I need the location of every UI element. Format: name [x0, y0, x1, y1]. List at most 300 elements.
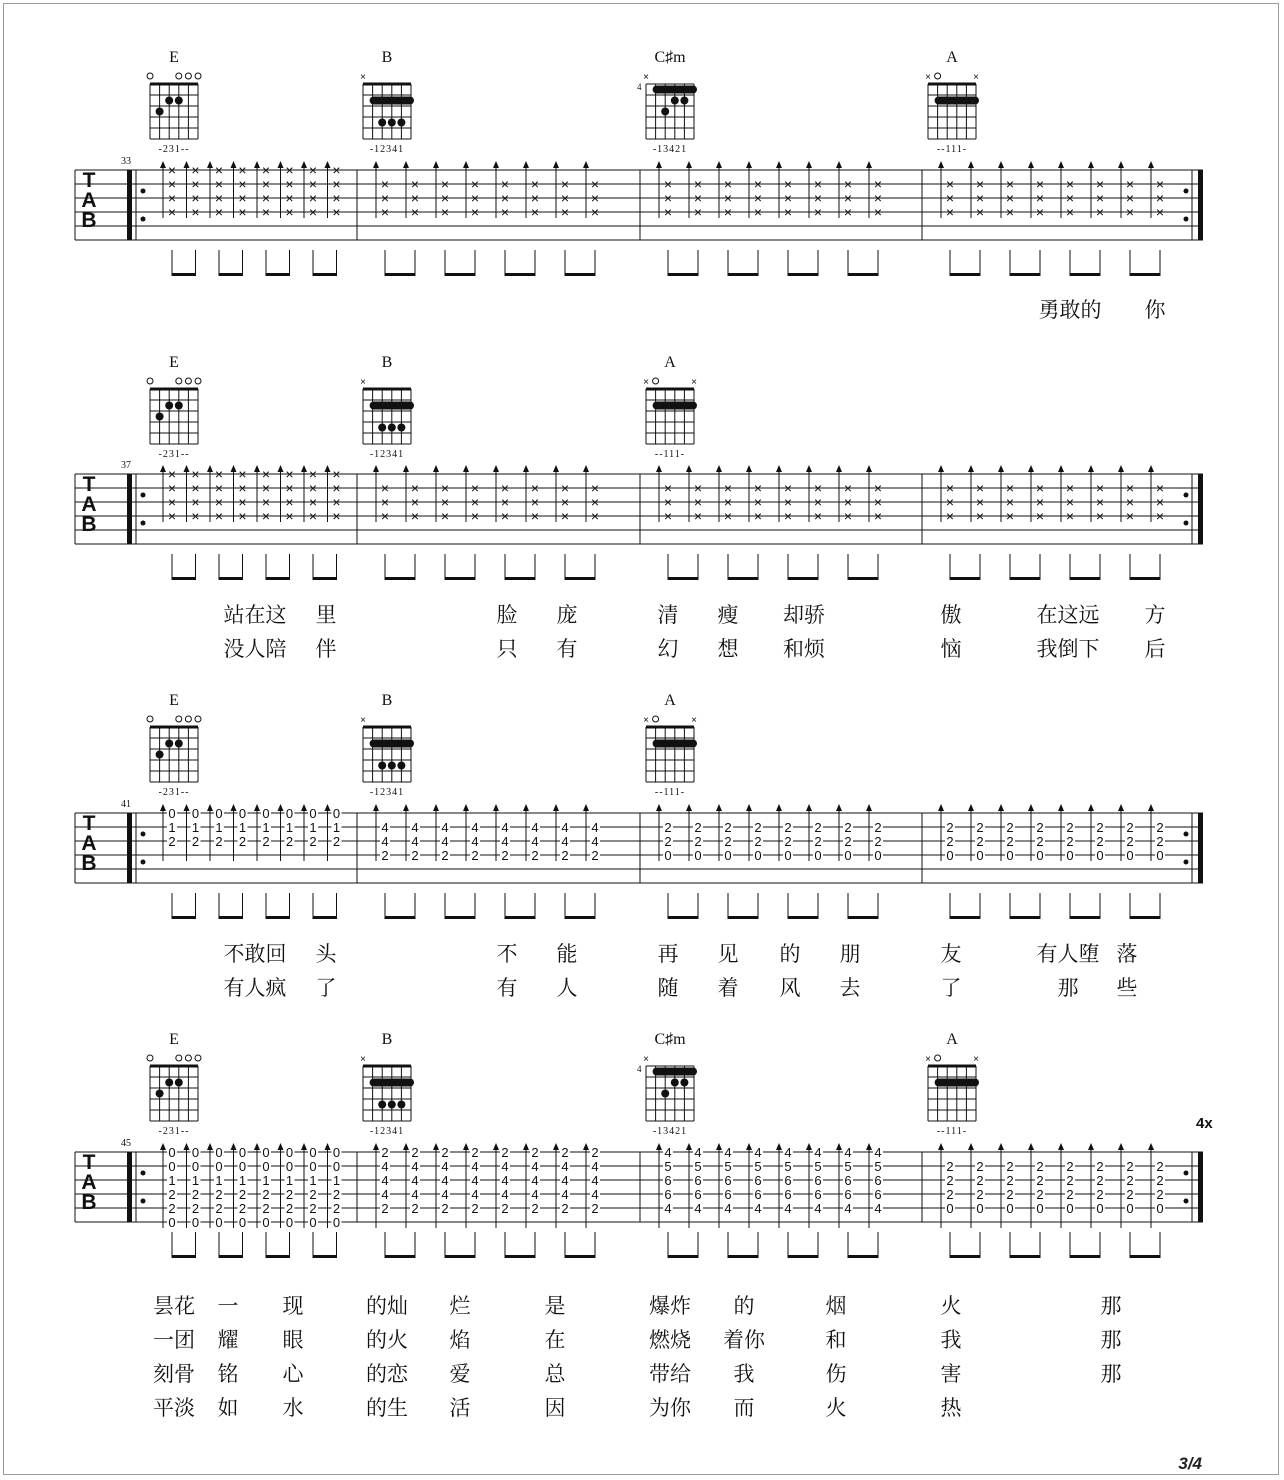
svg-text:2: 2: [694, 820, 702, 835]
svg-text:×: ×: [191, 190, 200, 206]
svg-text:×: ×: [191, 176, 200, 192]
svg-text:2: 2: [531, 848, 539, 863]
svg-text:×: ×: [691, 377, 697, 388]
svg-text:×: ×: [332, 176, 341, 192]
svg-text:×: ×: [813, 480, 823, 496]
svg-text:×: ×: [873, 190, 883, 206]
svg-text:2: 2: [1126, 1187, 1134, 1202]
svg-text:×: ×: [530, 190, 540, 206]
chord-name: A: [946, 1031, 958, 1048]
chord-fingering: -12341: [369, 787, 405, 798]
svg-text:×: ×: [440, 494, 450, 510]
svg-text:×: ×: [663, 204, 673, 220]
svg-text:2: 2: [946, 1173, 954, 1188]
svg-text:T: T: [82, 1151, 96, 1174]
svg-text:×: ×: [530, 176, 540, 192]
svg-text:×: ×: [380, 494, 390, 510]
svg-text:4: 4: [441, 834, 449, 849]
lyric: 站在这: [223, 604, 287, 627]
chord-diagram-1-2: [643, 354, 697, 460]
lyric: 了: [315, 977, 337, 1000]
svg-text:2: 2: [1006, 834, 1014, 849]
svg-text:2: 2: [441, 1145, 449, 1160]
lyric: 幻: [657, 638, 679, 661]
svg-text:4: 4: [471, 1187, 479, 1202]
svg-text:2: 2: [724, 820, 732, 835]
svg-text:T: T: [82, 812, 96, 835]
svg-text:0: 0: [309, 1159, 317, 1174]
lyric: 火: [825, 1397, 847, 1420]
chord-diagram-0-3: [925, 49, 979, 155]
svg-text:2: 2: [1006, 1159, 1014, 1174]
svg-text:2: 2: [441, 1201, 449, 1216]
lyric: 害: [940, 1363, 962, 1386]
lyric: 友: [940, 943, 962, 966]
svg-text:×: ×: [1035, 494, 1045, 510]
svg-text:×: ×: [693, 176, 703, 192]
svg-text:2: 2: [976, 820, 984, 835]
svg-text:2: 2: [191, 834, 200, 849]
svg-text:×: ×: [380, 508, 390, 524]
svg-text:1: 1: [215, 820, 223, 835]
chord-name: A: [664, 692, 676, 709]
svg-text:×: ×: [261, 494, 271, 510]
svg-text:2: 2: [844, 820, 852, 835]
svg-text:×: ×: [663, 480, 673, 496]
lyric: 有人堕: [1036, 943, 1100, 966]
svg-text:×: ×: [753, 494, 763, 510]
svg-text:2: 2: [784, 820, 792, 835]
svg-text:×: ×: [643, 715, 649, 726]
svg-text:×: ×: [214, 204, 224, 220]
tab-staff-0: [75, 156, 1203, 276]
svg-text:4: 4: [637, 82, 642, 92]
svg-text:×: ×: [332, 508, 341, 524]
svg-text:4: 4: [381, 1173, 389, 1188]
svg-text:1: 1: [332, 820, 341, 835]
svg-text:×: ×: [560, 480, 570, 496]
svg-text:4: 4: [411, 834, 419, 849]
svg-text:×: ×: [560, 494, 570, 510]
svg-text:0: 0: [215, 1215, 223, 1230]
svg-text:×: ×: [285, 190, 294, 206]
svg-text:4: 4: [381, 834, 389, 849]
svg-text:×: ×: [1005, 508, 1015, 524]
svg-text:×: ×: [1005, 204, 1015, 220]
svg-text:4: 4: [381, 1159, 389, 1174]
svg-text:4: 4: [694, 1145, 702, 1160]
svg-text:×: ×: [1095, 176, 1105, 192]
svg-text:×: ×: [410, 508, 420, 524]
lyric: 热: [940, 1397, 962, 1420]
lyric: 脸: [496, 604, 518, 627]
svg-text:2: 2: [1066, 1159, 1074, 1174]
svg-text:0: 0: [1066, 848, 1074, 863]
chord-name: B: [381, 692, 393, 709]
svg-text:1: 1: [262, 1173, 270, 1188]
chord-name: B: [381, 1031, 393, 1048]
chord-diagram-1-0: [147, 354, 201, 460]
svg-text:2: 2: [501, 1145, 509, 1160]
svg-text:×: ×: [285, 162, 294, 178]
lyric: 落: [1116, 943, 1138, 966]
svg-text:×: ×: [500, 494, 510, 510]
lyric: 些: [1116, 977, 1138, 1000]
svg-text:1: 1: [309, 820, 317, 835]
svg-text:×: ×: [753, 480, 763, 496]
svg-text:6: 6: [874, 1173, 882, 1188]
svg-text:×: ×: [285, 176, 294, 192]
svg-text:×: ×: [238, 494, 247, 510]
svg-text:0: 0: [844, 848, 852, 863]
svg-text:4: 4: [411, 1187, 419, 1202]
svg-text:4: 4: [441, 1187, 449, 1202]
svg-text:4: 4: [381, 1187, 389, 1202]
svg-text:×: ×: [663, 508, 673, 524]
chord-name: E: [169, 1031, 179, 1048]
svg-text:×: ×: [643, 1054, 649, 1065]
svg-text:×: ×: [590, 190, 600, 206]
svg-text:2: 2: [309, 1201, 317, 1216]
svg-text:5: 5: [724, 1159, 732, 1174]
svg-text:2: 2: [1126, 820, 1134, 835]
svg-text:×: ×: [723, 494, 733, 510]
lyric: 一团: [153, 1329, 195, 1352]
svg-text:2: 2: [1096, 834, 1104, 849]
svg-text:2: 2: [262, 1187, 270, 1202]
svg-text:×: ×: [238, 466, 247, 482]
svg-text:2: 2: [191, 1201, 200, 1216]
svg-text:×: ×: [1065, 176, 1075, 192]
svg-text:×: ×: [191, 508, 200, 524]
svg-text:×: ×: [1155, 508, 1165, 524]
svg-text:4: 4: [561, 1187, 569, 1202]
svg-text:×: ×: [285, 508, 294, 524]
svg-text:×: ×: [261, 204, 271, 220]
svg-text:4: 4: [591, 1173, 599, 1188]
svg-text:×: ×: [214, 494, 224, 510]
svg-text:0: 0: [191, 806, 200, 821]
chord-diagram-1-1: [360, 354, 414, 460]
lyric: 水: [282, 1397, 304, 1420]
svg-text:×: ×: [783, 176, 793, 192]
svg-text:×: ×: [214, 480, 224, 496]
svg-text:0: 0: [238, 1215, 247, 1230]
svg-text:4: 4: [531, 820, 539, 835]
svg-text:×: ×: [560, 204, 570, 220]
svg-text:2: 2: [191, 1187, 200, 1202]
svg-text:1: 1: [238, 1173, 247, 1188]
svg-text:×: ×: [843, 494, 853, 510]
svg-text:2: 2: [309, 1187, 317, 1202]
svg-text:2: 2: [1066, 1173, 1074, 1188]
svg-text:0: 0: [215, 1159, 223, 1174]
svg-text:2: 2: [561, 848, 569, 863]
svg-text:×: ×: [191, 162, 200, 178]
lyric: 却骄: [783, 604, 825, 627]
svg-text:6: 6: [694, 1187, 702, 1202]
svg-text:2: 2: [874, 834, 882, 849]
chord-fingering: --111-: [936, 144, 968, 155]
lyric: 见: [717, 943, 739, 966]
svg-text:2: 2: [441, 848, 449, 863]
svg-text:4: 4: [441, 1173, 449, 1188]
lyric: 那: [1100, 1363, 1122, 1386]
chord-diagram-2-2: [643, 692, 697, 798]
tab-staff-3: [75, 1115, 1213, 1258]
svg-text:×: ×: [975, 480, 985, 496]
svg-text:×: ×: [973, 1054, 979, 1065]
svg-text:×: ×: [214, 176, 224, 192]
svg-text:4: 4: [531, 834, 539, 849]
svg-text:2: 2: [1066, 1187, 1074, 1202]
chord-name: E: [169, 354, 179, 371]
lyric: 里: [315, 604, 337, 627]
svg-text:2: 2: [411, 1145, 419, 1160]
lyric: 焰: [449, 1329, 471, 1352]
svg-text:×: ×: [973, 72, 979, 83]
svg-text:T: T: [82, 169, 96, 192]
svg-text:×: ×: [975, 204, 985, 220]
svg-text:×: ×: [1035, 204, 1045, 220]
svg-text:1: 1: [285, 820, 294, 835]
svg-text:0: 0: [946, 848, 954, 863]
svg-text:×: ×: [530, 480, 540, 496]
svg-text:0: 0: [262, 806, 270, 821]
svg-text:1: 1: [262, 820, 270, 835]
svg-text:2: 2: [1096, 1173, 1104, 1188]
svg-text:×: ×: [214, 466, 224, 482]
svg-text:1: 1: [191, 820, 200, 835]
svg-text:×: ×: [783, 480, 793, 496]
svg-text:0: 0: [238, 806, 247, 821]
measure-number: 41: [121, 799, 131, 810]
svg-text:×: ×: [783, 494, 793, 510]
svg-text:×: ×: [843, 176, 853, 192]
svg-text:0: 0: [168, 1215, 176, 1230]
svg-text:A: A: [81, 1171, 97, 1194]
svg-text:×: ×: [500, 508, 510, 524]
svg-text:×: ×: [590, 176, 600, 192]
lyric: 瘦: [717, 604, 739, 627]
svg-text:×: ×: [308, 204, 318, 220]
svg-text:5: 5: [874, 1159, 882, 1174]
chord-fingering: -13421: [652, 144, 688, 155]
lyric: 而: [733, 1397, 755, 1420]
svg-text:4: 4: [784, 1145, 792, 1160]
lyric: 在: [544, 1329, 566, 1352]
lyric: 能: [556, 943, 578, 966]
svg-text:×: ×: [167, 162, 177, 178]
svg-text:×: ×: [285, 494, 294, 510]
svg-text:×: ×: [945, 480, 955, 496]
svg-text:×: ×: [285, 204, 294, 220]
chord-name: C♯m: [654, 49, 686, 66]
tab-staff-2: [75, 799, 1203, 919]
svg-text:4: 4: [561, 1173, 569, 1188]
lyric: 现: [282, 1295, 304, 1318]
svg-text:×: ×: [380, 204, 390, 220]
lyric: 烂: [449, 1295, 471, 1318]
svg-text:4: 4: [784, 1201, 792, 1216]
lyric: 傲: [940, 604, 962, 627]
svg-text:2: 2: [531, 1145, 539, 1160]
svg-text:1: 1: [168, 820, 176, 835]
lyric: 的火: [366, 1329, 408, 1352]
svg-text:2: 2: [976, 834, 984, 849]
svg-text:2: 2: [1036, 834, 1044, 849]
svg-text:×: ×: [332, 480, 341, 496]
svg-text:×: ×: [873, 176, 883, 192]
svg-text:×: ×: [332, 494, 341, 510]
svg-text:×: ×: [380, 176, 390, 192]
svg-text:5: 5: [784, 1159, 792, 1174]
svg-text:4: 4: [471, 1159, 479, 1174]
svg-text:×: ×: [285, 466, 294, 482]
svg-text:×: ×: [1125, 176, 1135, 192]
svg-text:4: 4: [441, 820, 449, 835]
svg-text:2: 2: [814, 834, 822, 849]
svg-text:4: 4: [844, 1201, 852, 1216]
svg-text:2: 2: [215, 834, 223, 849]
svg-text:4: 4: [501, 834, 509, 849]
svg-text:×: ×: [590, 508, 600, 524]
lyric: 有: [556, 638, 578, 661]
chord-name: E: [169, 692, 179, 709]
svg-text:×: ×: [410, 480, 420, 496]
svg-text:B: B: [81, 852, 97, 875]
svg-text:×: ×: [813, 508, 823, 524]
svg-text:4: 4: [411, 1159, 419, 1174]
svg-text:×: ×: [167, 480, 177, 496]
svg-text:4: 4: [561, 1159, 569, 1174]
svg-text:×: ×: [1035, 508, 1045, 524]
lyric: 风: [779, 977, 801, 1000]
svg-text:2: 2: [1096, 820, 1104, 835]
svg-text:2: 2: [238, 1201, 247, 1216]
svg-text:×: ×: [440, 508, 450, 524]
svg-text:×: ×: [410, 176, 420, 192]
svg-text:2: 2: [285, 1187, 294, 1202]
lyric: 有: [496, 977, 518, 1000]
svg-text:×: ×: [167, 176, 177, 192]
svg-text:0: 0: [285, 806, 294, 821]
svg-text:×: ×: [1125, 480, 1135, 496]
svg-text:2: 2: [754, 834, 762, 849]
svg-text:4: 4: [591, 820, 599, 835]
lyric: 的恋: [366, 1363, 408, 1386]
svg-text:2: 2: [1036, 1173, 1044, 1188]
svg-text:0: 0: [1066, 1201, 1074, 1216]
svg-text:4: 4: [561, 834, 569, 849]
svg-text:4: 4: [874, 1145, 882, 1160]
svg-text:2: 2: [1126, 1173, 1134, 1188]
lyric: 清: [657, 604, 679, 627]
svg-text:0: 0: [285, 1159, 294, 1174]
lyric: 再: [657, 943, 679, 966]
svg-text:2: 2: [814, 820, 822, 835]
svg-text:2: 2: [664, 820, 672, 835]
svg-text:0: 0: [191, 1215, 200, 1230]
svg-text:2: 2: [471, 848, 479, 863]
svg-text:×: ×: [560, 176, 570, 192]
svg-text:×: ×: [753, 190, 763, 206]
svg-text:2: 2: [1126, 834, 1134, 849]
svg-text:×: ×: [191, 204, 200, 220]
svg-text:2: 2: [381, 1145, 389, 1160]
svg-text:×: ×: [693, 508, 703, 524]
svg-text:×: ×: [1065, 190, 1075, 206]
svg-text:×: ×: [693, 480, 703, 496]
svg-text:4: 4: [501, 820, 509, 835]
svg-text:0: 0: [1036, 848, 1044, 863]
svg-text:0: 0: [238, 1145, 247, 1160]
svg-text:0: 0: [1156, 848, 1164, 863]
svg-text:×: ×: [167, 466, 177, 482]
svg-text:×: ×: [167, 190, 177, 206]
lyric: 不: [496, 943, 518, 966]
svg-text:2: 2: [1066, 834, 1074, 849]
svg-text:2: 2: [724, 834, 732, 849]
chord-diagram-2-0: [147, 692, 201, 798]
svg-text:4: 4: [637, 1064, 642, 1074]
lyric: 平淡: [153, 1397, 195, 1420]
svg-text:5: 5: [694, 1159, 702, 1174]
svg-text:0: 0: [332, 806, 341, 821]
lyric: 恼: [940, 638, 962, 661]
lyric: 人: [556, 977, 578, 1000]
svg-text:×: ×: [843, 480, 853, 496]
svg-text:2: 2: [501, 848, 509, 863]
chord-name: C♯m: [654, 1031, 686, 1048]
svg-text:2: 2: [1156, 820, 1164, 835]
svg-text:0: 0: [262, 1215, 270, 1230]
lyric: 伤: [825, 1363, 847, 1386]
svg-text:×: ×: [590, 494, 600, 510]
svg-text:2: 2: [1156, 1159, 1164, 1174]
svg-text:×: ×: [691, 715, 697, 726]
svg-text:×: ×: [1125, 204, 1135, 220]
svg-text:A: A: [81, 189, 97, 212]
svg-text:×: ×: [500, 480, 510, 496]
lyric: 为你: [649, 1397, 691, 1420]
lyric: 如: [217, 1397, 239, 1420]
svg-text:×: ×: [813, 176, 823, 192]
chord-fingering: -12341: [369, 449, 405, 460]
svg-text:2: 2: [1006, 1173, 1014, 1188]
svg-text:2: 2: [591, 848, 599, 863]
svg-text:5: 5: [814, 1159, 822, 1174]
svg-text:4: 4: [501, 1187, 509, 1202]
svg-text:6: 6: [784, 1187, 792, 1202]
svg-text:2: 2: [1006, 1187, 1014, 1202]
chord-fingering: -13421: [652, 1126, 688, 1137]
lyric: 朋: [839, 943, 861, 966]
svg-text:2: 2: [531, 1201, 539, 1216]
svg-text:×: ×: [1125, 190, 1135, 206]
svg-text:×: ×: [1035, 480, 1045, 496]
svg-text:2: 2: [501, 1201, 509, 1216]
svg-text:4: 4: [501, 1159, 509, 1174]
lyric: 有人疯: [223, 977, 287, 1000]
chord-fingering: -231--: [158, 144, 190, 155]
lyric: 的生: [366, 1397, 408, 1420]
svg-text:×: ×: [191, 494, 200, 510]
svg-text:0: 0: [1006, 848, 1014, 863]
svg-text:0: 0: [191, 1159, 200, 1174]
svg-text:×: ×: [261, 480, 271, 496]
repeat-count: 4x: [1196, 1115, 1213, 1132]
